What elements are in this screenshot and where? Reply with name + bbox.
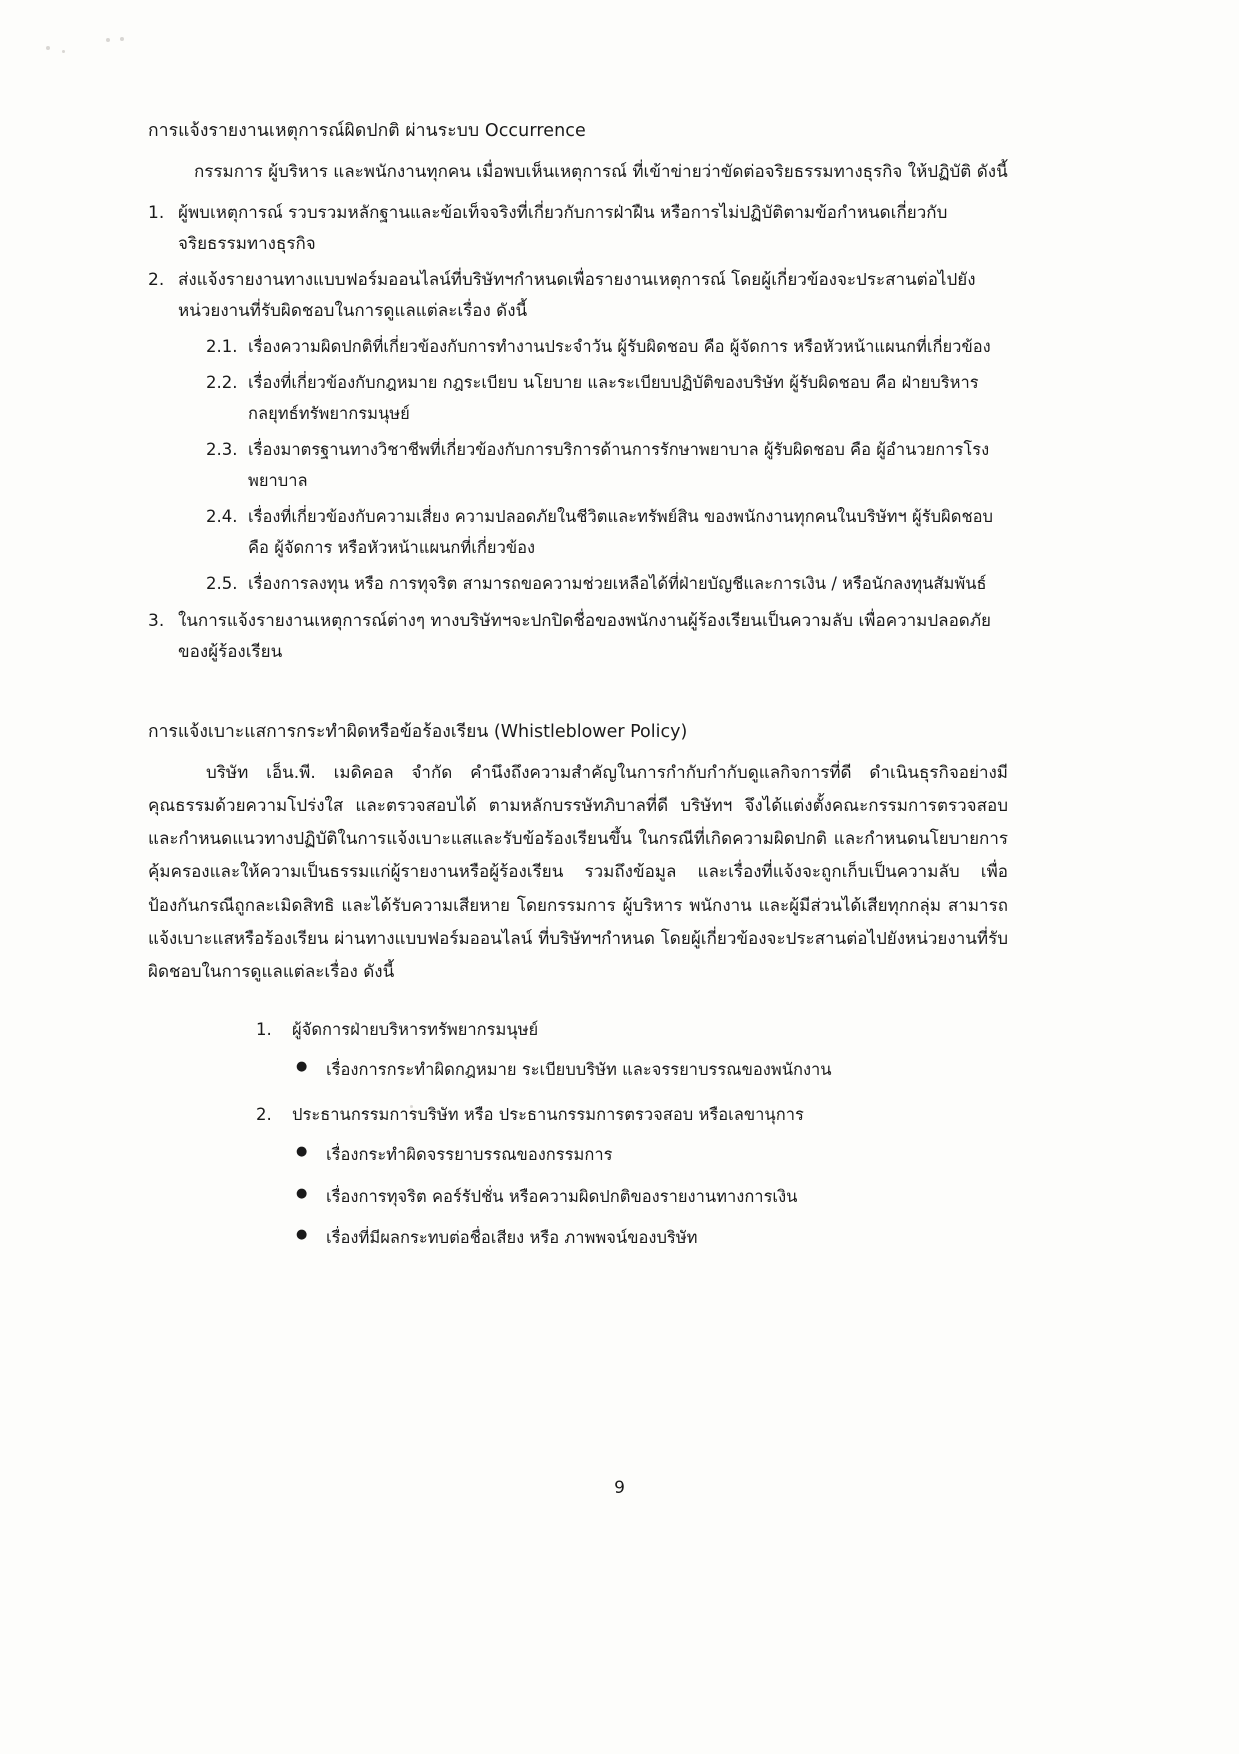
sub-list-item [206, 502, 1008, 563]
list-item [148, 265, 1008, 328]
list-item [256, 1100, 1008, 1130]
list-item [148, 198, 1008, 261]
section2-bullets [296, 1055, 1008, 1085]
sub-list-item [206, 332, 1008, 363]
list-text: ผู้จัดการฝ่ายบริหารทรัพยากรมนุษย์ [292, 1019, 539, 1039]
section2-paragraph: บริษัท เอ็น.พี. เมดิคอล จำกัด คำนึงถึงความสำคัญในการกำกับกำกับดูแลกิจการที่ดี ดำเนินธุรกิจอย่างมีคุณธรรมด้วยความโปร่งใส และตรวจสอบได้ ตามหลักบรรษัทภิบาลที่ดี บริษัทฯ จึงได้แต่งตั้งคณะกรรมการตรวจสอบ และกำหนดแนวทางปฏิบัติในการแจ้งเบาะแสและรับข้อร้องเรียนขึ้น ในกรณีที่เกิดความผิดปกติ และกำหนดนโยบายการคุ้มครองและให้ความเป็นธรรมแก่ผู้รายงานหรือผู้ร้องเรียน รวมถึงข้อมูล และเรื่องที่แจ้งจะถูกเก็บเป็นความลับ เพื่อป้องกันกรณีถูกละเมิดสิทธิ และได้รับความเสียหาย โดยกรรมการ ผู้บริหาร พนักงาน และผู้มีส่วนได้เสียทุกกลุ่ม สามารถแจ้งเบาะแสหรือร้องเรียน ผ่านทางแบบฟอร์มออนไลน์ ที่บริษัทฯกำหนด โดยผู้เกี่ยวข้องจะประสานต่อไปยังหน่วยงานที่รับผิดชอบในการดูแลแต่ละเรื่อง ดังนี้ [148, 763, 1008, 982]
sub-list-marker: 2.4. [206, 507, 238, 527]
bullet-list-item [296, 1140, 1008, 1170]
list-marker: 2. [148, 269, 165, 290]
bullet-text: เรื่องการกระทำผิดกฎหมาย ระเบียบบริษัท และจรรยาบรรณของพนักงาน [326, 1059, 832, 1079]
sub-list-item [206, 569, 1008, 600]
scan-artifact [106, 38, 110, 42]
bullet-dot-icon: ● [296, 1227, 308, 1243]
scan-artifact [120, 37, 124, 41]
sub-list-item [206, 435, 1008, 496]
bullet-text: เรื่องกระทำผิดจรรยาบรรณของกรรมการ [326, 1145, 613, 1165]
sub-list-text: เรื่องการลงทุน หรือ การทุจริต สามารถขอความช่วยเหลือได้ที่ฝ่ายบัญชีและการเงิน / หรือนักลงทุนสัมพันธ์ [248, 574, 987, 594]
scan-artifact [46, 46, 50, 50]
bullet-dot-icon: ● [296, 1144, 308, 1160]
bullet-dot-icon: ● [296, 1058, 308, 1074]
bullet-list-item [296, 1223, 1008, 1253]
sub-list-item [206, 368, 1008, 429]
list-text: ผู้พบเหตุการณ์ รวบรวมหลักฐานและข้อเท็จจริงที่เกี่ยวกับการฝ่าฝืน หรือการไม่ปฏิบัติตามข้อกำหนดเกี่ยวกับจริยธรรมทางธุรกิจ [178, 203, 948, 255]
sub-list-marker: 2.3. [206, 440, 238, 460]
list-marker: 3. [148, 610, 165, 631]
section2-list [256, 1015, 1008, 1253]
list-item [256, 1015, 1008, 1045]
list-marker: 1. [148, 203, 165, 223]
bullet-text: เรื่องการทุจริต คอร์รัปชั่น หรือความผิดปกติของรายงานทางการเงิน [326, 1186, 798, 1206]
list-item [148, 606, 1008, 669]
sub-list-text: เรื่องมาตรฐานทางวิชาชีพที่เกี่ยวข้องกับการบริการด้านการรักษาพยาบาล ผู้รับผิดชอบ คือ ผู้อำนวยการโรงพยาบาล [248, 440, 990, 490]
sub-list-text: เรื่องความผิดปกติที่เกี่ยวข้องกับการทำงานประจำวัน ผู้รับผิดชอบ คือ ผู้จัดการ หรือหัวหน้าแผนกที่เกี่ยวข้อง [248, 336, 991, 356]
list-text: ส่งแจ้งรายงานทางแบบฟอร์มออนไลน์ที่บริษัทฯกำหนดเพื่อรายงานเหตุการณ์ โดยผู้เกี่ยวข้องจะประสานต่อไปยังหน่วยงานที่รับผิดชอบในการดูแลแต่ละเรื่อง ดังนี้ [178, 269, 976, 322]
section2-heading: การแจ้งเบาะแสการกระทำผิดหรือข้อร้องเรียน (Whistleblower Policy) [148, 721, 688, 742]
section1-list [148, 198, 1008, 669]
section1-sublist [206, 332, 1008, 600]
list-marker: 2. [256, 1105, 272, 1125]
scan-artifact [62, 50, 65, 53]
list-text: ในการแจ้งรายงานเหตุการณ์ต่างๆ ทางบริษัทฯจะปกปิดชื่อของพนักงานผู้ร้องเรียนเป็นความลับ เพื่อความปลอดภัยของผู้ร้องเรียน [178, 610, 991, 663]
section2-bullets [296, 1140, 1008, 1253]
sub-list-marker: 2.1. [206, 336, 238, 356]
bullet-list-item [296, 1182, 1008, 1212]
list-marker: 1. [256, 1019, 272, 1039]
section-spacer [148, 673, 1008, 719]
page-number: 9 [614, 1478, 625, 1498]
bullet-text: เรื่องที่มีผลกระทบต่อชื่อเสียง หรือ ภาพพจน์ของบริษัท [326, 1228, 698, 1248]
bullet-list-item [296, 1055, 1008, 1085]
sub-list-text: เรื่องที่เกี่ยวข้องกับความเสี่ยง ความปลอดภัยในชีวิตและทรัพย์สิน ของพนักงานทุกคนในบริษัทฯ ผู้รับผิดชอบ คือ ผู้จัดการ หรือหัวหน้าแผนกที่เกี่ยวข้อง [248, 507, 994, 557]
section1-intro: กรรมการ ผู้บริหาร และพนักงานทุกคน เมื่อพบเห็นเหตุการณ์ ที่เข้าข่ายว่าขัดต่อจริยธรรมทางธุรกิจ ให้ปฏิบัติ ดังนี้ [194, 162, 1008, 183]
sub-list-marker: 2.2. [206, 373, 238, 393]
section1-heading: การแจ้งรายงานเหตุการณ์ผิดปกติ ผ่านระบบ Occurrence [148, 121, 586, 141]
bullet-dot-icon: ● [296, 1185, 308, 1201]
sub-list-marker: 2.5. [206, 574, 238, 594]
sub-list-text: เรื่องที่เกี่ยวข้องกับกฎหมาย กฎระเบียบ นโยบาย และระเบียบปฏิบัติของบริษัท ผู้รับผิดชอบ คือ ฝ่ายบริหารกลยุทธ์ทรัพยากรมนุษย์ [248, 373, 979, 423]
document-body [148, 118, 1008, 1269]
list-text: ประธานกรรมการบริษัท หรือ ประธานกรรมการตรวจสอบ หรือเลขานุการ [292, 1105, 804, 1125]
